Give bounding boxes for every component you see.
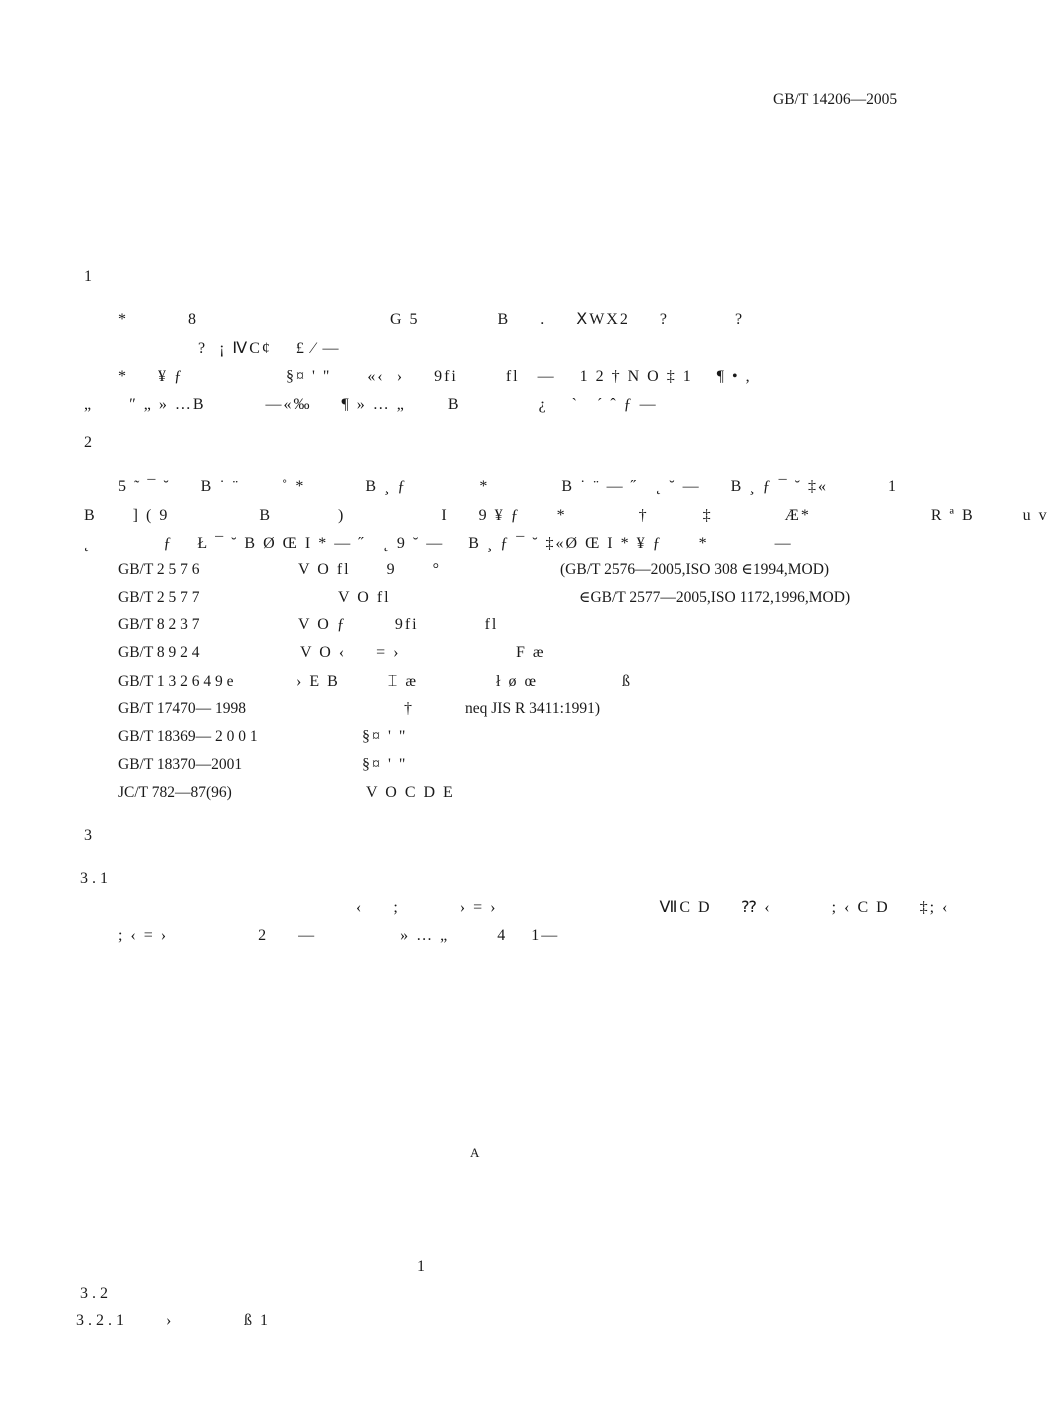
section-3-number: 3 bbox=[84, 827, 92, 844]
ref-title: §¤ ' " bbox=[362, 728, 408, 745]
ref-title: † bbox=[404, 700, 414, 717]
standard-code: GB/T 14206—2005 bbox=[773, 91, 898, 108]
section-1-line-3: * ¥ ƒ §¤ ' " «‹ › 9fi fl — 1 2 † N O ‡ 1 ¶ • , bbox=[118, 368, 752, 385]
ref-code: GB/T 8 9 2 4 bbox=[118, 644, 200, 661]
section-2-line-1: 5 ˜ ¯ ˘ B ˙ ¨ ˚ * B ¸ ƒ * B ˙ ¨ — ˝ ˛ ˘ — B ¸ ƒ ¯ ˘ ‡« 1 bbox=[118, 478, 898, 495]
ref-title: V O fl 9 ° bbox=[298, 561, 441, 578]
ref-title: V O ‹ = › bbox=[300, 644, 401, 661]
clause-3-2-1-number: 3 . 2 . 1 bbox=[76, 1312, 124, 1329]
ref-code: GB/T 2 5 7 6 bbox=[118, 561, 200, 578]
ref-title: V O ƒ 9fi fl bbox=[298, 616, 499, 633]
section-2-line-2: B ] ( 9 B ) I 9 ¥ ƒ * † ‡ Æ* R ª B u v bbox=[84, 507, 1049, 524]
ref-code: GB/T 17470— 1998 bbox=[118, 700, 247, 717]
ref-code: GB/T 1 3 2 6 4 9 e bbox=[118, 673, 234, 690]
ref-title: §¤ ' " bbox=[362, 756, 408, 773]
section-1-line-1: * 8 G 5 B . ⅩWX2 ? ? bbox=[118, 311, 745, 328]
ref-code: GB/T 8 2 3 7 bbox=[118, 616, 200, 633]
clause-3-1-number: 3 . 1 bbox=[80, 870, 108, 887]
ref-code: GB/T 18369— 2 0 0 1 bbox=[118, 728, 258, 745]
ref-title: V O fl bbox=[338, 589, 391, 606]
ref-equivalence: ∈GB/T 2577—2005,ISO 1172,1996,MOD) bbox=[579, 589, 851, 606]
section-2-line-3: ˛ ƒ Ł ¯ ˘ B Ø Œ I * — ˝ ˛ 9 ˘ — B ¸ ƒ ¯ ˘ ‡«Ø Œ I * ¥ ƒ * — bbox=[84, 535, 793, 552]
ref-title: V O C D E bbox=[366, 784, 455, 801]
clause-3-2-1-text: › bbox=[166, 1312, 174, 1329]
ref-equivalence: (GB/T 2576—2005,ISO 308 ∈1994,MOD) bbox=[560, 561, 830, 578]
clause-3-1-line-1: ‹ ; › = › ⅦC D ⁇ ‹ ; ‹ C D ‡; ‹ bbox=[356, 899, 950, 916]
ref-title: › E B ⌶ æ ł ø œ ß bbox=[296, 673, 633, 690]
section-1-line-2: ? ¡ ⅣC¢ £ ⁄ — bbox=[198, 340, 341, 357]
clause-3-1-line-2: ; ‹ = › 2 — » … „ 4 1— bbox=[118, 927, 560, 944]
ref-code: GB/T 18370—2001 bbox=[118, 756, 243, 773]
clause-3-2-1-text: ß 1 bbox=[244, 1312, 270, 1329]
ref-code: GB/T 2 5 7 7 bbox=[118, 589, 200, 606]
ref-code: JC/T 782—87(96) bbox=[118, 784, 232, 801]
clause-3-2-number: 3 . 2 bbox=[80, 1285, 108, 1302]
ref-equivalence: neq JIS R 3411:1991) bbox=[465, 700, 601, 717]
figure-glyph: A bbox=[470, 1145, 480, 1160]
section-2-number: 2 bbox=[84, 434, 92, 451]
page-number: 1 bbox=[417, 1258, 425, 1275]
section-1-number: 1 bbox=[84, 268, 92, 285]
section-1-line-4: „ ″ „ » …B —«‰ ¶ » … „ B ¿ ` ´ ˆ ƒ — bbox=[84, 396, 658, 413]
ref-equivalence: F æ bbox=[516, 644, 546, 661]
